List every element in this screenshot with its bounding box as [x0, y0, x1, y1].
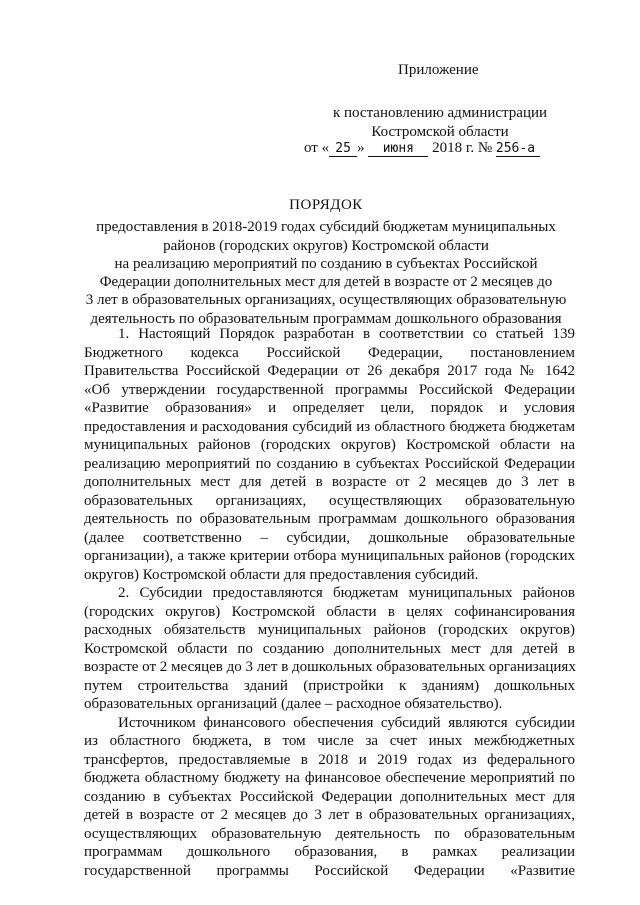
document-title — [60, 196, 592, 328]
text-line: муниципальных районов (городских округов) Костромской области на — [84, 437, 575, 453]
paragraph-3 — [84, 714, 575, 881]
date-prefix: от « — [304, 140, 330, 156]
text-line: (далее соответственно – субсидии, дошкольные образовательные — [84, 529, 575, 546]
text-line: дополнительных мест для детей в возрасте от 2 месяцев до 3 лет в — [84, 474, 575, 490]
text-line: деятельность по образовательным программам дошкольного образования — [84, 511, 575, 527]
appendix-label: Приложение — [398, 62, 479, 78]
text-line: государственной программы Российской Федерации «Развитие — [84, 862, 575, 879]
title-line: предоставления в 2018-2019 годах субсидий бюджетам муниципальных — [96, 219, 556, 236]
text-line: организации), а также критерии отбора муниципальных районов (городских — [84, 548, 575, 564]
date-month: июня — [368, 141, 428, 157]
text-line: «Об утверждении государственной программы Российской Федерации — [84, 381, 575, 398]
text-line: «Развитие образования» и определяет цели, порядок и условия — [84, 400, 575, 416]
text-line: Правительства Российской Федерации от 26 декабря 2017 года № 1642 — [84, 363, 575, 379]
date-day: 25 — [329, 141, 357, 157]
region-line: Костромской области — [371, 123, 509, 140]
text-line: реализацию мероприятий по созданию в субъектах Российской Федерации — [84, 455, 575, 472]
text-line: возрасте от 2 месяцев до 3 лет в дошкольных образовательных организациях — [84, 659, 576, 675]
text-line: путем строительства зданий (пристройки к зданиям) дошкольных — [84, 677, 575, 694]
text-line: Источником финансового обеспечения субсидий являются субсидии — [118, 714, 575, 731]
text-line: осуществляющих образовательную деятельность по образовательным — [84, 825, 575, 842]
text-line: детей в возрасте от 2 месяцев до 3 лет в образовательных организациях, — [84, 807, 575, 823]
text-line: (городских округов) Костромской области в целях софинансирования — [84, 603, 575, 620]
text-line: образовательных организациях, осуществляющих образовательную — [84, 492, 575, 509]
text-line: Бюджетного кодекса Российской Федерации, постановлением — [84, 344, 575, 361]
text-line: 2. Субсидии предоставляются бюджетам муниципальных районов — [118, 585, 575, 601]
date-line — [304, 140, 540, 157]
resolution-line: к постановлению администрации — [332, 105, 548, 121]
date-mid: » — [357, 140, 365, 156]
title-line: деятельность по образовательным программам дошкольного образования — [90, 310, 562, 327]
title-line: 3 лет в образовательных организациях, осуществляющих образовательную — [85, 292, 567, 309]
paragraph-1 — [84, 325, 575, 584]
title-main: ПОРЯДОК — [289, 197, 363, 213]
text-line: округов) Костромской области для предоставления субсидий. — [84, 566, 479, 583]
title-line: на реализацию мероприятий по созданию в субъектах Российской — [114, 255, 538, 272]
text-line: программам дошкольного образования, в рамках реализации — [84, 844, 575, 860]
text-line: бюджета областному бюджету на финансовое обеспечение мероприятий по — [84, 770, 575, 786]
text-line: 1. Настоящий Порядок разработан в соответствии со статьей 139 — [118, 326, 575, 342]
date-year: 2018 г. № — [432, 140, 493, 156]
text-line: трансфертов, предоставляемые в 2018 и 2019 годах из федерального — [84, 751, 575, 768]
title-line: Федерации дополнительных мест для детей в возрасте от 2 месяцев до — [99, 274, 553, 291]
paragraph-2 — [84, 584, 575, 714]
text-line: Костромской области по созданию дополнительных мест для детей в — [84, 640, 575, 657]
text-line: созданию в субъектах Российской Федерации дополнительных мест для — [84, 788, 575, 805]
text-line: предоставления и расходования субсидий из областного бюджета бюджетам — [84, 418, 575, 435]
text-line: из областного бюджета, в том числе за счет иных межбюджетных — [84, 733, 575, 749]
document-number: 256-а — [496, 141, 540, 157]
text-line: образовательных организаций (далее – расходное обязательство). — [84, 696, 503, 712]
resolution-reference — [300, 104, 580, 141]
title-line: районов (городских округов) Костромской области — [163, 237, 489, 254]
document-body — [84, 325, 575, 880]
text-line: расходных обязательств муниципальных районов (городских округов) — [84, 622, 575, 638]
